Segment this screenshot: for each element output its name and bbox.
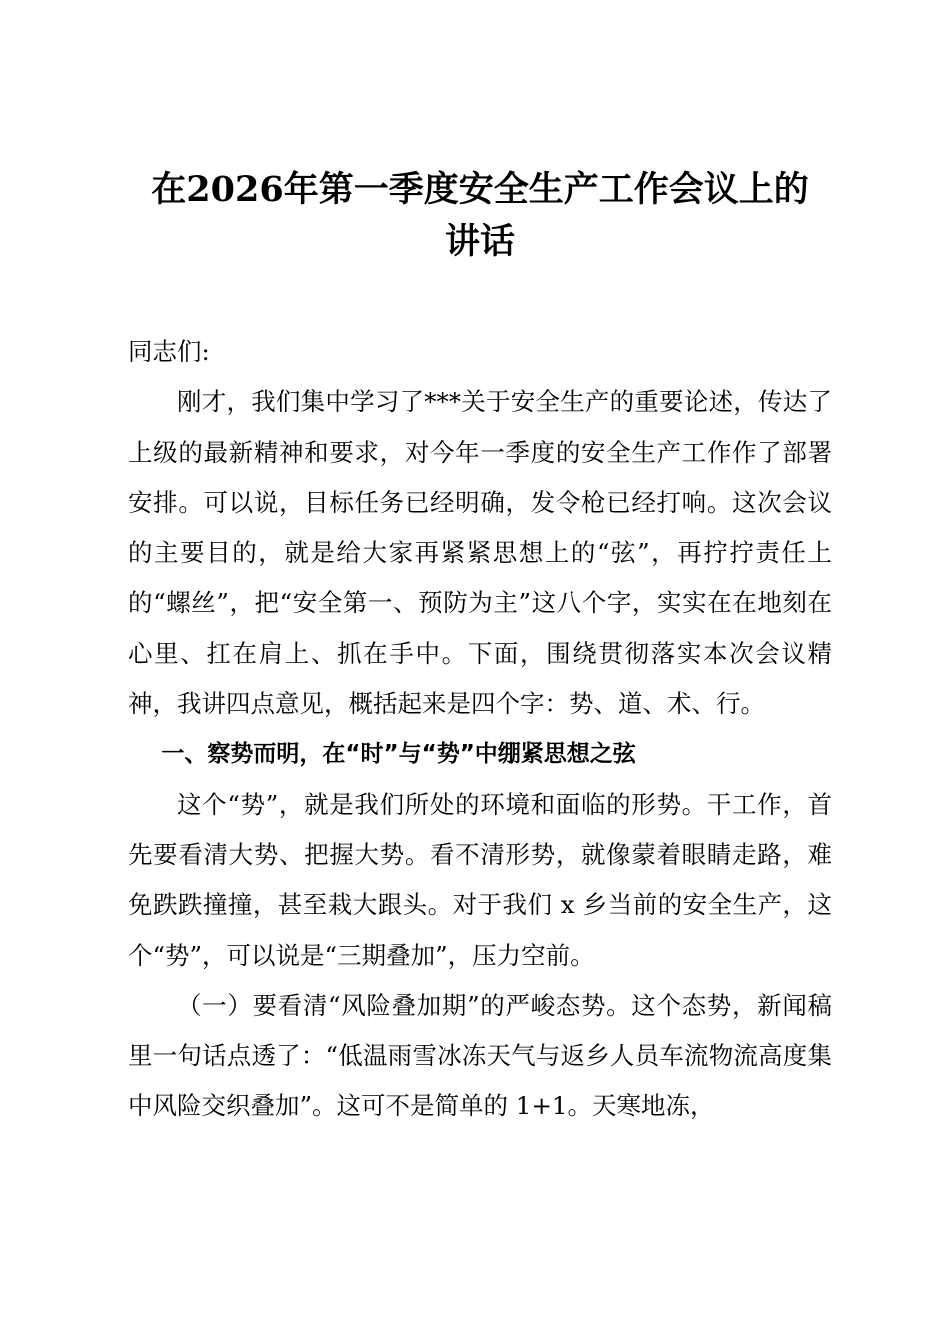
document-body [128,327,832,1132]
document-title-line-2: 讲话 [444,221,515,262]
section-heading-1: 一、察势而明，在“时”与“势”中绷紧思想之弦 [161,741,636,768]
paragraph-risk-period: （一）要看清“风险叠加期”的严峻态势。这个态势，新闻稿里一句话点透了：“低温雨雪冰冻天气与返乡人员车流物流高度集中风险交织叠加”。这可不是简单的 1+1。天寒地冻， [128,990,832,1121]
paragraph-intro: 刚才，我们集中学习了***关于安全生产的重要论述，传达了上级的最新精神和要求，对今年一季度的安全生产工作作了部署安排。可以说，目标任务已经明确，发令枪已经打响。这次会议的主要目的，就是给大家再紧紧思想上的“弦”，再拧拧责任上的“螺丝”，把“安全第一、预防为主”这八个字，实实在在地刻在心里、扛在肩上、抓在手中。下面，围绕贯彻落实本次会议精神，我讲四点意见，概括起来是四个字：势、道、术、行。 [128,387,832,719]
salutation: 同志们: [128,337,210,366]
paragraph-situation: 这个“势”，就是我们所处的环境和面临的形势。干工作，首先要看清大势、把握大势。看不清形势，就像蒙着眼睛走路，难免跌跌撞撞，甚至栽大跟头。对于我们 x 乡当前的安全生产，这个“势”，可以说是“三期叠加”，压力空前。 [128,789,832,970]
document-title-line-1: 在2026年第一季度安全生产工作会议上的 [151,169,809,210]
